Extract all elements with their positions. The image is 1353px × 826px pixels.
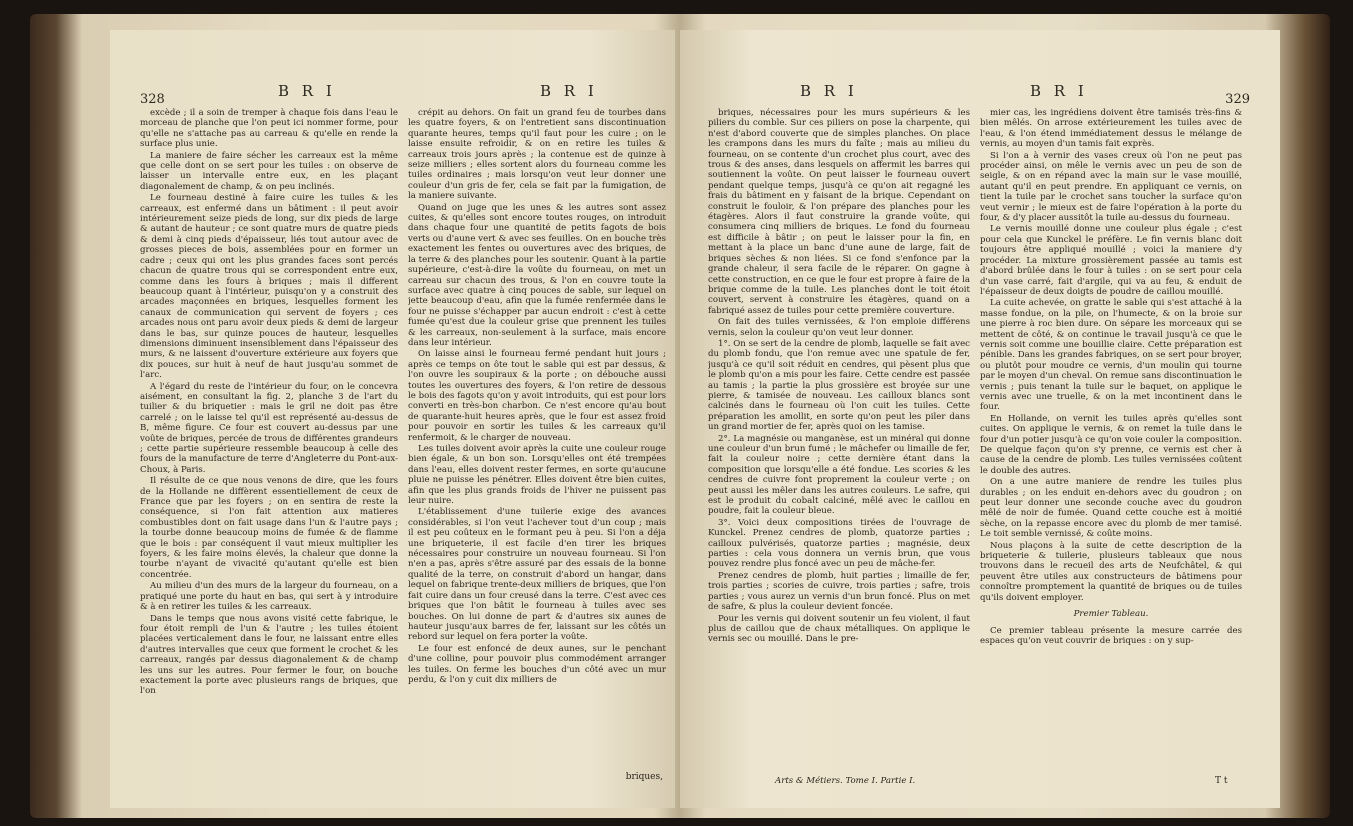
left-page [110,30,675,808]
paragraph: Le four est enfoncé de deux aunes, sur le penchant d'une colline, pour pouvoir plus commodément arranger les tuiles. On ferme les bouches d'un côté avec un mur perdu, & l'on y cuit dix milliers de [408,643,666,685]
running-head: B R I [1030,82,1088,100]
text-column-right [980,108,1242,762]
paragraph: On fait des tuiles vernissées, & l'on emploie différens vernis, selon la couleur qu'on veut leur donner. [708,317,970,338]
paragraph: On a une autre maniere de rendre les tuiles plus durables ; on les enduit en-dehors avec du goudron ; on peut leur donner une seconde couche avec du goudron mêlé de noir de fumée. Quand cette couche est à moitié sèche, on la repasse encore avec du plomb de mer tamisé. Le toit semble vernissé, & coûte moins. [980,477,1242,540]
running-head: B R I [540,82,598,100]
paragraph: Au milieu d'un des murs de la largeur du fourneau, on a pratiqué une porte du haut en bas, qui sert à y introduire & à en retirer les tuiles & les carreaux. [140,581,398,613]
paragraph: Quand on juge que les unes & les autres sont assez cuites, & qu'elles sont encore toutes rouges, on introduit dans chaque four une quantité de petits fagots de bois verts ou d'aune vert & avec ses feuilles. On en bouche très exactement les fentes ou ouvertures avec des briques, de la terre & des planches pour les soutenir. Quant à la partie supérieure, c'est-à-dire la voûte du fourneau, on met un carreau sur chacun des trous, & l'on en couvre toute la surface avec quatre à cinq pouces de sable, sur lequel on jette beaucoup d'eau, afin que la fumée renfermée dans le four ne puisse s'échapper par aucun endroit : c'est à cette fumée qu'est due la couleur grise que prennent les tuiles & les carreaux, non-seulement à la surface, mais encore dans leur intérieur. [408,202,666,348]
paragraph: Dans le temps que nous avons visité cette fabrique, le four étoit rempli de l'un & l'autre ; les tuiles étoient placées verticalement dans le four, ne laissant entre elles d'autres intervalles que ceux que forment le crochet & les carreaux, rangés par dessus diagonalement & de champ les uns sur les autres. Pour fermer le four, on bouche exactement la porte avec plusieurs rangs de briques, que l'on [140,613,398,697]
paragraph: La maniere de faire sécher les carreaux est la même que celle dont on se sert pour les tuiles : on observe de laisser un intervalle entre eux, en les plaçant diagonalement de champ, & on peu inclinés. [140,150,398,192]
paragraph: A l'égard du reste de l'intérieur du four, on le concevra aisément, en consultant la fig. 2, planche 3 de l'art du tuilier & du briquetier : mais le gril ne doit pas être carrelé ; on le laisse tel qu'il est représenté au-dessus de B, même figure. Ce four est couvert au-dessus par une voûte de briques, percée de trous de différentes grandeurs ; cette partie supérieure ressemble beaucoup à celle des fours de la manufacture de terre d'Angleterre du Pont-aux-Choux, à Paris. [140,381,398,475]
right-page [680,30,1280,808]
paragraph: Nous plaçons à la suite de cette description de la briqueterie & tuilerie, plusieurs tableaux que nous trouvons dans le recueil des arts de Neufchâtel, & qui peuvent être utiles aux constructeurs de bâtimens pour connoître promptement la quantité de briques ou de tuiles qu'ils doivent employer. [980,540,1242,603]
paragraph: Pour les vernis qui doivent soutenir un feu violent, il faut plus de caillou que de chaux métalliques. On applique le vernis sec ou mouillé. Dans le pre- [708,613,970,645]
paragraph: Ce premier tableau présente la mesure carrée des espaces qu'on veut couvrir de briques : on y sup- [980,625,1242,646]
paragraph: On laisse ainsi le fourneau fermé pendant huit jours ; après ce temps on ôte tout le sable qui est par dessus, & l'on ouvre les soupiraux & la porte ; on débouche aussi toutes les ouvertures des foyers, & l'on retire de dessous le bois des fagots qu'on y avoit introduits, qui est pour lors converti en très-bon charbon. Ce n'est encore qu'au bout de quarante-huit heures après, que le four est assez froid pour pouvoir en sortir les tuiles & les carreaux qu'il renfermoit, & le charger de nouveau. [408,349,666,443]
paragraph: Si l'on a à vernir des vases creux où l'on ne peut pas procéder ainsi, on mêle le vernis avec un peu de son de seigle, & on en répand avec la main sur le vase mouillé, autant qu'il en peut prendre. En appliquant ce vernis, on tient la tuile par le crochet sans toucher la surface qu'on veut vernir ; le mieux est de faire l'opération à la porte du four, & d'y placer aussitôt la tuile au-dessus du fourneau. [980,150,1242,224]
paragraph: mier cas, les ingrédiens doivent être tamisés très-fins & bien mêlés. On arrose extérieurement les tuiles avec de l'eau, & l'on étend immédiatement dessus le mélange de vernis, au moyen d'un tamis fait exprès. [980,108,1242,150]
paragraph: Prenez cendres de plomb, huit parties ; limaille de fer, trois parties ; scories de cuivre, trois parties ; safre, trois parties ; vous aurez un vernis d'un brun foncé. Plus on met de safre, & plus la couleur devient foncée. [708,570,970,613]
paragraph: briques, nécessaires pour les murs supérieurs & les piliers du comble. Sur ces piliers on pose la charpente, qui n'est d'abord couverte que de simples planches. On place les crampons dans les murs du faîte ; mais au milieu du fourneau, on se contente d'un crochet plus court, avec des trous & des anses, dans lesquels on affermit les barres qui soutiennent la voûte. On peut laisser le fourneau ouvert pendant quelque temps, jusqu'à ce qu'on ait regagné les frais du bâtiment en y faisant de la brique. Cependant on construit le fouloir, & l'on prépare des planches pour les étagères. Alors il faut construire la grande voûte, qui consumera cinq milliers de briques. Le fond du fourneau est difficile à bâtir ; on peut le laisser pour la fin, en mettant à la place un banc d'une aune de large, fait de briques sèches & non liées. Si ce fond s'enfonce par la grande chaleur, il sera facile de le réparer. On gagne à cette construction, en ce que le four est propre à faire de la brique comme de la tuile. Les planches dont le toit étoit couvert, servent à construire les étagères, quand on a fabriqué assez de tuiles pour cette première couverture. [708,108,970,316]
page-number: 328 [140,92,165,107]
paragraph: Le fourneau destiné à faire cuire les tuiles & les carreaux, est enfermé dans un bâtiment : il peut avoir intérieurement seize pieds de long, sur dix pieds de large & autant de hauteur ; ce sont quatre murs de quatre pieds & demi à cinq pieds d'épaisseur, liés tout autour avec de grosses pieces de bois, assemblées pour en former un cadre ; ceux qui ont les plus grandes faces sont percés chacun de quatre trous qui se correspondent entre eux, comme dans les fours à briques ; mais il different beaucoup quant à l'intérieur, puisqu'on y a construit des arcades maçonnées en briques, lesquelles forment les canaux de communication qui servent de foyers ; ces arcades nous ont paru avoir deux pieds & demi de largeur dans le bas, sur quinze pouces de hauteur, lesquelles dimensions diminuent insensiblement dans l'épaisseur des murs, & ne laissent d'ouverture extérieure aux foyers que dix pouces, sur huit à neuf de haut jusqu'au sommet de l'arc. [140,193,398,381]
page-footer: Arts & Métiers. Tome I. Partie I. [775,776,916,786]
paragraph: 2°. La magnésie ou manganèse, est un minéral qui donne une couleur d'un brun fumé ; le mâchefer ou limaille de fer, fait la couleur noire ; cette dernière étant dans la composition que lorsqu'elle a été fondue. Les scories & les cendres de cuivre font proprement la couleur verte ; on peut aussi les mêler dans les autres couleurs. Le safre, qui est le produit du cobalt calciné, mêlé avec le caillou en poudre, fait la couleur bleue. [708,433,970,517]
paragraph: Les tuiles doivent avoir après la cuite une couleur rouge bien égale, & un bon son. Lorsqu'elles ont été trempées dans l'eau, elles doivent rester fermes, en sorte qu'aucune pluie ne puisse les pénétrer. Elles doivent être bien cuites, afin que les plus grands froids de l'hiver ne puissent pas leur nuire. [408,444,666,507]
paragraph: 3°. Voici deux compositions tirées de l'ouvrage de Kunckel. Prenez cendres de plomb, quatorze parties ; cailloux pulvérisés, quatorze parties ; magnésie, deux parties : cela vous donnera un vernis brun, que vous pouvez rendre plus foncé avec un peu de mâche-fer. [708,517,970,570]
text-column-right [408,108,666,768]
running-head: B R I [278,82,336,100]
text-column-left [708,108,970,762]
paragraph: Il résulte de ce que nous venons de dire, que les fours de la Hollande ne diffèrent essentiellement de ceux de France que par les foyers ; on en sentira de reste la conséquence, si l'on fait attention aux matieres combustibles dont on fait usage dans l'un & l'autre pays ; la tourbe donne beaucoup moins de fumée & de flamme que le bois : par conséquent il vaut mieux multiplier les foyers, & les faire moins élevés, la chaleur que donne la tourbe n'ayant de vivacité qu'autant qu'elle est bien concentrée. [140,476,398,580]
text-column-left [140,108,398,768]
paragraph: L'établissement d'une tuilerie exige des avances considérables, si l'on veut l'achever tout d'un coup ; mais il est peu coûteux en le formant peu à peu. Si l'on a déja une briqueterie, il est facile d'en tirer les briques nécessaires pour construire un nouveau fourneau. Si l'on n'en a pas, après s'être assuré par des essais de la bonne qualité de la terre, on construit d'abord un hangar, dans lequel on fabrique trente-deux milliers de briques, que l'on fait cuire dans un four creusé dans la terre. C'est avec ces briques que l'on bâtit le fourneau à tuiles avec ses bouches. On lui donne de part & d'autres six aunes de hauteur jusqu'aux barres de fer, laissant sur les côtés un rebord sur lequel on fera porter la voûte. [408,507,666,643]
book-spread [30,14,1330,818]
catchword: briques, [625,772,663,782]
paragraph: En Hollande, on vernit les tuiles après qu'elles sont cuites. On applique le vernis, & on remet la tuile dans le four d'un potier jusqu'à ce qu'on voie couler la composition. De quelque façon qu'on s'y prenne, ce vernis est cher à cause de la cendre de plomb. Les tuiles vernissées coûtent le double des autres. [980,413,1242,476]
paragraph: La cuite achevée, on gratte le sable qui s'est attaché à la masse fondue, on la pile, on l'humecte, & on la broie sur une pierre à roc bien dure. On sépare les morceaux qui se mettent de côté, & on continue le travail jusqu'à ce que le vernis soit comme une bouillie claire. Cette préparation est pénible. Dans les grandes fabriques, on se sert pour broyer, ou plutôt pour moudre ce vernis, d'un moulin qui tourne par le moyen d'un cheval. On remue sans discontinuation le vernis ; puis tenant la tuile sur le baquet, on applique le vernis avec une truelle, & on la met incontinent dans le four. [980,298,1242,413]
signature-mark: T t [1215,776,1228,786]
paragraph: 1°. On se sert de la cendre de plomb, laquelle se fait avec du plomb fondu, que l'on remue avec une spatule de fer, jusqu'à ce qu'il soit réduit en cendres, qui pèsent plus que le plomb qu'on a mis pour les faire. Cette cendre est passée au tamis ; la partie la plus grossière est broyée sur une pierre, & tamisée de nouveau. Les cailloux blancs sont calcinés dans le fourneau où l'on cuit les tuiles. Cette préparation les amollit, en sorte qu'on peut les piler dans un grand mortier de fer, après quoi on les tamise. [708,338,970,433]
paragraph: crépit au dehors. On fait un grand feu de tourbes dans les quatre foyers, & on l'entretient sans discontinuation quarante heures, temps qu'il faut pour les cuire ; on le laisse ensuite refroidir, & on en retire les tuiles & carreaux trois jours après ; la contenue est de quinze à seize milliers ; elles sortent alors du fourneau comme les tuiles ordinaires ; mais lorsqu'on veut leur donner une couleur d'un gris de fer, cela se fait par la fumigation, de la maniere suivante. [408,108,666,202]
paragraph: Le vernis mouillé donne une couleur plus égale ; c'est pour cela que Kunckel le préfère. Le fin vernis blanc doit toujours être appliqué mouillé ; voici la maniere d'y procéder. La mixture grossièrement passée au tamis est d'abord brûlée dans le four à tuiles : on se sert pour cela d'un vase carré, fait d'argile, qui va au feu, & enduit de l'épaisseur de deux doigts de poudre de caillou mouillé. [980,224,1242,297]
page-number: 329 [1225,92,1250,107]
paragraph: excède ; il a soin de tremper à chaque fois dans l'eau le morceau de planche que l'on peut ici nommer forme, pour qu'elle ne s'attache pas au carreau & qu'elle en rende la surface plus unie. [140,108,398,150]
section-title: Premier Tableau. [1073,609,1149,620]
running-head: B R I [800,82,858,100]
